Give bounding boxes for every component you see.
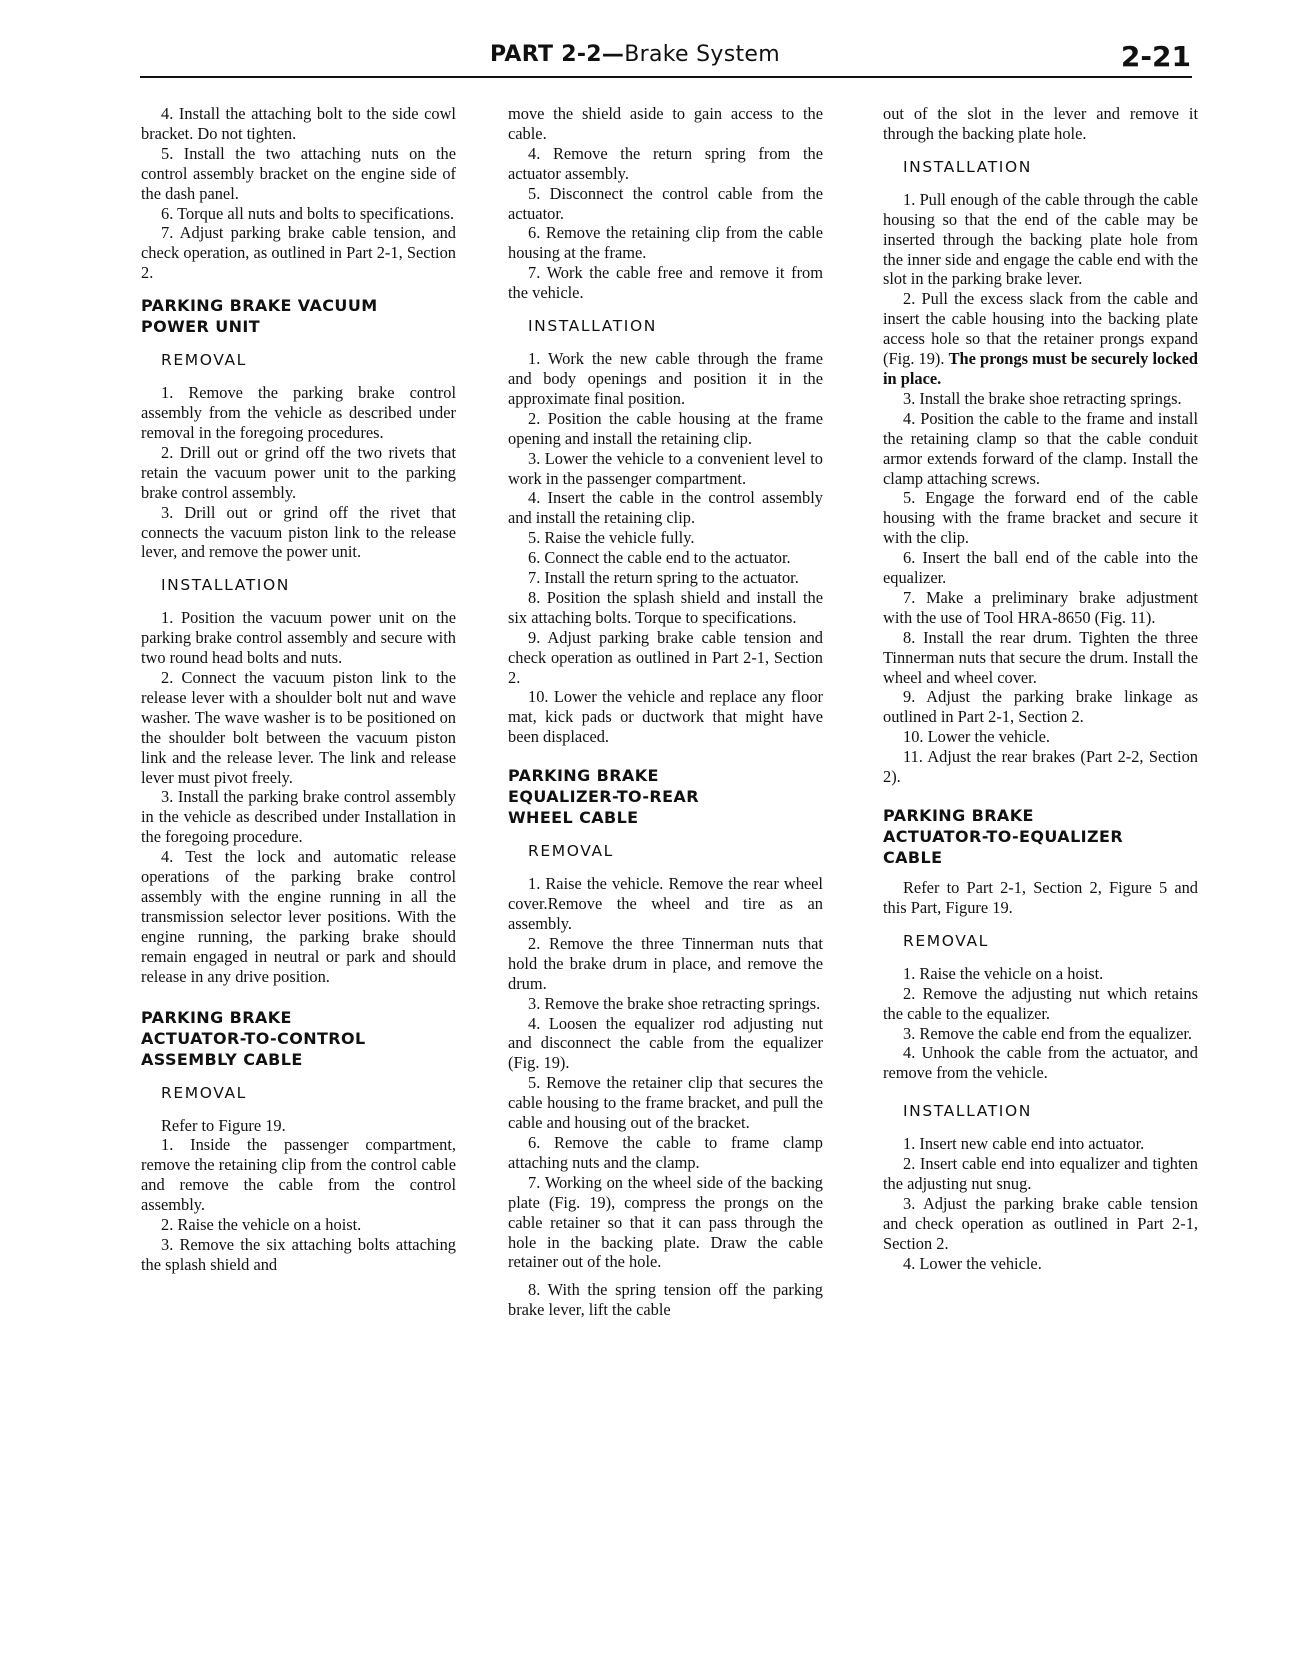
paragraph: 3. Remove the cable end from the equalizer. (903, 1023, 1192, 1043)
section-heading (141, 1007, 456, 1070)
paragraph: 2. Remove the adjusting nut which retains the cable to the equalizer. (883, 983, 1198, 1023)
paragraph: 1. Raise the vehicle on a hoist. (903, 963, 1104, 983)
paragraph: 1. Inside the passenger compartment, remove the retaining clip from the control cable and remove the cable from the control assembly. (141, 1135, 456, 1215)
paragraph: 4. Unhook the cable from the actuator, and remove from the vehicle. (883, 1043, 1198, 1083)
subsection-heading: INSTALLATION (903, 1102, 1032, 1121)
paragraph: 7. Adjust parking brake cable tension, and check operation, as outlined in Part 2-1, Section 2. (141, 223, 456, 283)
paragraph: 5. Engage the forward end of the cable housing with the frame bracket and secure it with the clip. (883, 488, 1198, 548)
paragraph: 7. Make a preliminary brake adjustment with the use of Tool HRA-8650 (Fig. 11). (883, 587, 1198, 627)
paragraph: 3. Lower the vehicle to a convenient level to work in the passenger compartment. (508, 448, 823, 488)
paragraph: 7. Working on the wheel side of the backing plate (Fig. 19), compress the prongs on the cable retainer so that it can pass through the hole in the backing plate. Draw the cable retainer out of the hole. (508, 1172, 823, 1272)
paragraph: 10. Lower the vehicle and replace any floor mat, kick pads or ductwork that might have been displaced. (508, 687, 823, 747)
header-rule (140, 76, 1192, 78)
paragraph: 5. Remove the retainer clip that secures the cable housing to the frame bracket, and pull the cable and housing out of the bracket. (508, 1073, 823, 1133)
column-1 (141, 104, 456, 1275)
subsection-heading: REMOVAL (903, 931, 989, 950)
heading-line: WHEEL CABLE (508, 808, 639, 828)
paragraph: 6. Remove the cable to frame clamp attaching nuts and the clamp. (508, 1132, 823, 1172)
paragraph: 8. Position the splash shield and install the six attaching bolts. Torque to specifications. (508, 587, 823, 627)
paragraph: 4. Test the lock and automatic release operations of the parking brake control assembly with the engine running in all the transmission selector lever positions. With the engine running, the parking brake should remain engaged in neutral or park and should release in any drive position. (141, 847, 456, 986)
paragraph-text: 2. Pull the excess slack from the cable and insert the cable housing into the backing plate access hole so that the retainer prongs expand (Fig. 19). (883, 289, 1198, 369)
paragraph: 5. Disconnect the control cable from the actuator. (508, 183, 823, 223)
heading-line: ACTUATOR-TO-CONTROL (141, 1028, 366, 1048)
title-part: PART 2-2 (490, 42, 602, 67)
title-separator: — (601, 42, 625, 67)
paragraph: 1. Raise the vehicle. Remove the rear wheel cover.Remove the wheel and tire as an assembly. (508, 874, 823, 933)
paragraph: Refer to Figure 19. (161, 1115, 286, 1135)
paragraph: out of the slot in the lever and remove it through the backing plate hole. (883, 104, 1198, 143)
paragraph: 4. Remove the return spring from the actuator assembly. (508, 143, 823, 183)
column-3 (883, 104, 1198, 1274)
heading-line: POWER UNIT (141, 317, 261, 337)
paragraph: 4. Install the attaching bolt to the side cowl bracket. Do not tighten. (141, 104, 456, 143)
paragraph: 2. Insert cable end into equalizer and tighten the adjusting nut snug. (883, 1154, 1198, 1194)
subsection-heading: INSTALLATION (528, 317, 657, 336)
paragraph: 8. Install the rear drum. Tighten the three Tinnerman nuts that secure the drum. Install the wheel and wheel cover. (883, 627, 1198, 687)
paragraph: 5. Install the two attaching nuts on the control assembly bracket on the engine side of the dash panel. (141, 143, 456, 203)
paragraph: 11. Adjust the rear brakes (Part 2-2, Section 2). (883, 747, 1198, 787)
paragraph: 1. Position the vacuum power unit on the parking brake control assembly and secure with two round head bolts and nuts. (141, 608, 456, 668)
subsection-heading: REMOVAL (528, 842, 614, 861)
heading-line: ASSEMBLY CABLE (141, 1049, 303, 1069)
paragraph: 3. Adjust the parking brake cable tension and check operation as outlined in Part 2-1, Section 2. (883, 1193, 1198, 1253)
paragraph: 6. Insert the ball end of the cable into the equalizer. (883, 548, 1198, 588)
paragraph: 3. Remove the brake shoe retracting springs. (528, 993, 821, 1013)
paragraph: 3. Drill out or grind off the rivet that connects the vacuum piston link to the release lever, and remove the power unit. (141, 502, 456, 562)
paragraph: 2. Connect the vacuum piston link to the release lever with a shoulder bolt nut and wave washer. The wave washer is to be positioned on the shoulder bolt between the vacuum piston link and the release lever. The link and release lever must pivot freely. (141, 668, 456, 787)
paragraph: 9. Adjust parking brake cable tension and check operation as outlined in Part 2-1, Section 2. (508, 627, 823, 687)
paragraph: 10. Lower the vehicle. (903, 727, 1051, 747)
section-heading (141, 295, 456, 337)
paragraph: 4. Insert the cable in the control assembly and install the retaining clip. (508, 488, 823, 528)
paragraph: 8. With the spring tension off the parking brake lever, lift the cable (508, 1280, 823, 1320)
paragraph: 9. Adjust the parking brake linkage as outlined in Part 2-1, Section 2. (883, 687, 1198, 727)
paragraph: 7. Install the return spring to the actuator. (528, 568, 799, 588)
subsection-heading: REMOVAL (161, 1083, 247, 1102)
paragraph: 5. Raise the vehicle fully. (528, 528, 695, 548)
paragraph: 2. Remove the three Tinnerman nuts that hold the brake drum in place, and remove the drum. (508, 933, 823, 993)
paragraph: Refer to Part 2-1, Section 2, Figure 5 and this Part, Figure 19. (883, 878, 1198, 917)
paragraph: 3. Remove the six attaching bolts attaching the splash shield and (141, 1234, 456, 1274)
paragraph: 2. Raise the vehicle on a hoist. (161, 1215, 362, 1235)
paragraph: 7. Work the cable free and remove it from the vehicle. (508, 263, 823, 303)
heading-line: ACTUATOR-TO-EQUALIZER (883, 827, 1124, 846)
section-heading (508, 765, 823, 828)
paragraph: 4. Position the cable to the frame and install the retaining clamp so that the cable conduit armor extends forward of the clamp. Install the clamp attaching screws. (883, 408, 1198, 488)
heading-line: CABLE (883, 848, 943, 867)
paragraph: 1. Work the new cable through the frame and body openings and position it in the approximate final position. (508, 349, 823, 408)
paragraph (883, 289, 1198, 389)
paragraph: 4. Lower the vehicle. (903, 1253, 1042, 1273)
subsection-heading: INSTALLATION (903, 157, 1032, 176)
heading-line: EQUALIZER-TO-REAR (508, 787, 699, 807)
heading-line: PARKING BRAKE (883, 806, 1034, 825)
column-2 (508, 104, 823, 1320)
paragraph: 1. Pull enough of the cable through the cable housing so that the end of the cable may be inserted through the backing plate hole from the inner side and engage the cable end with the slot in the parking brake lever. (883, 189, 1198, 289)
paragraph: 6. Connect the cable end to the actuator. (528, 548, 791, 568)
paragraph: 3. Install the parking brake control assembly in the vehicle as described under Installation in the foregoing procedure. (141, 787, 456, 847)
paragraph: 1. Remove the parking brake control assembly from the vehicle as described under removal in the foregoing procedures. (141, 383, 456, 442)
paragraph: 6. Torque all nuts and bolts to specifications. (161, 203, 455, 223)
paragraph: 2. Position the cable housing at the frame opening and install the retaining clip. (508, 408, 823, 448)
heading-line: PARKING BRAKE VACUUM (141, 296, 378, 316)
page-number: 2-21 (1120, 40, 1191, 73)
warning-text: The prongs must be securely locked in place. (883, 349, 1198, 388)
paragraph: move the shield aside to gain access to the cable. (508, 104, 823, 143)
paragraph: 1. Insert new cable end into actuator. (903, 1134, 1145, 1154)
page-title (490, 42, 780, 67)
paragraph: 6. Remove the retaining clip from the cable housing at the frame. (508, 223, 823, 263)
paragraph: 4. Loosen the equalizer rod adjusting nut and disconnect the cable from the equalizer (Fig. 19). (508, 1013, 823, 1073)
subsection-heading: INSTALLATION (161, 576, 290, 595)
subsection-heading: REMOVAL (161, 351, 247, 370)
heading-line: PARKING BRAKE (141, 1007, 292, 1027)
title-subject: Brake System (624, 42, 780, 67)
paragraph: 3. Install the brake shoe retracting springs. (903, 388, 1182, 408)
heading-line: PARKING BRAKE (508, 766, 659, 786)
section-heading (883, 805, 1198, 868)
paragraph: 2. Drill out or grind off the two rivets that retain the vacuum power unit to the parking brake control assembly. (141, 442, 456, 502)
